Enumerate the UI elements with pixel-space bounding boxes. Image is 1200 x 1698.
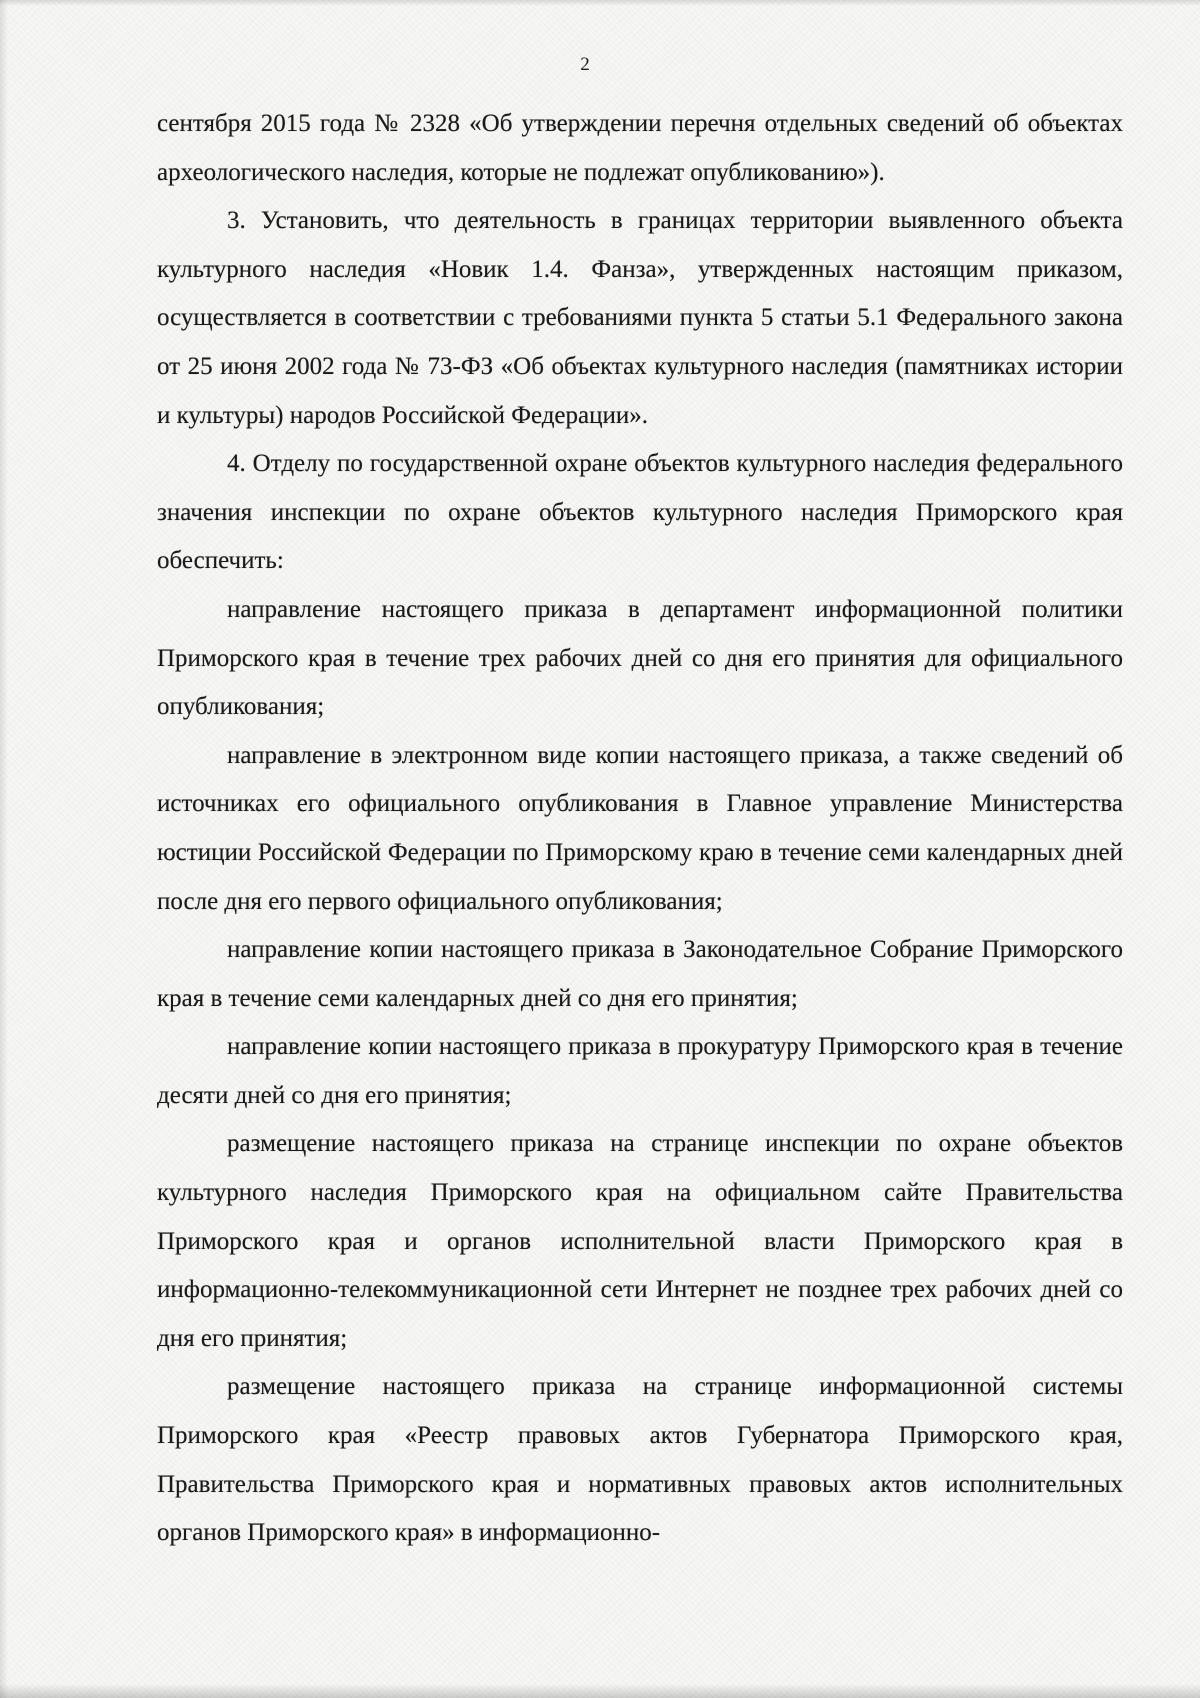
paragraph-item-4: 4. Отделу по государственной охране объектов культурного наследия федерального значения инспекции по охране объектов культурного наследия Приморского края обеспечить: bbox=[157, 450, 1123, 575]
scan-edge-left bbox=[0, 0, 8, 1698]
paragraph-subitem-website: размещение настоящего приказа на странице инспекции по охране объектов культурного наследия Приморского края на официальном сайте Правительства Приморского края и органов исполнительной власти Приморского края в информационно-телекоммуникационной сети Интернет не позднее трех рабочих дней со дня его принятия; bbox=[157, 1130, 1123, 1352]
paragraph-subitem-legislative-assembly: направление копии настоящего приказа в Законодательное Собрание Приморского края в течение семи календарных дней со дня его принятия; bbox=[157, 936, 1123, 1012]
page-number: 2 bbox=[580, 54, 590, 75]
paragraph-subitem-registry: размещение настоящего приказа на странице информационной системы Приморского края «Реестр правовых актов Губернатора Приморского края, Правительства Приморского края и нормативных правовых актов исполнительных органов Приморского края» в информационно- bbox=[157, 1373, 1123, 1547]
paragraph-continuation: сентября 2015 года № 2328 «Об утверждении перечня отдельных сведений об объектах археологического наследия, которые не подлежат опубликованию»). bbox=[157, 110, 1123, 186]
paragraph-subitem-prosecutor: направление копии настоящего приказа в прокуратуру Приморского края в течение десяти дней со дня его принятия; bbox=[157, 1033, 1123, 1109]
paragraph-subitem-publication: направление настоящего приказа в департамент информационной политики Приморского края в течение трех рабочих дней со дня его принятия для официального опубликования; bbox=[157, 595, 1123, 721]
scan-edge-bottom bbox=[0, 1684, 1200, 1698]
paragraph-subitem-ministry-of-justice: направление в электронном виде копии настоящего приказа, а также сведений об источниках его официального опубликования в Главное управление Министерства юстиции Российской Федерации по Приморскому краю в течение семи календарных дней после дня его первого официального опубликования; bbox=[157, 741, 1123, 915]
scan-edge-top bbox=[0, 0, 1200, 6]
document-body bbox=[157, 100, 1123, 1558]
paragraph-item-3: 3. Установить, что деятельность в границах территории выявленного объекта культурного наследия «Новик 1.4. Фанза», утвержденных настоящим приказом, осуществляется в соответствии с требованиями пункта 5 статьи 5.1 Федерального закона от 25 июня 2002 года № 73-ФЗ «Об объектах культурного наследия (памятниках истории и культуры) народов Российской Федерации». bbox=[157, 207, 1123, 429]
